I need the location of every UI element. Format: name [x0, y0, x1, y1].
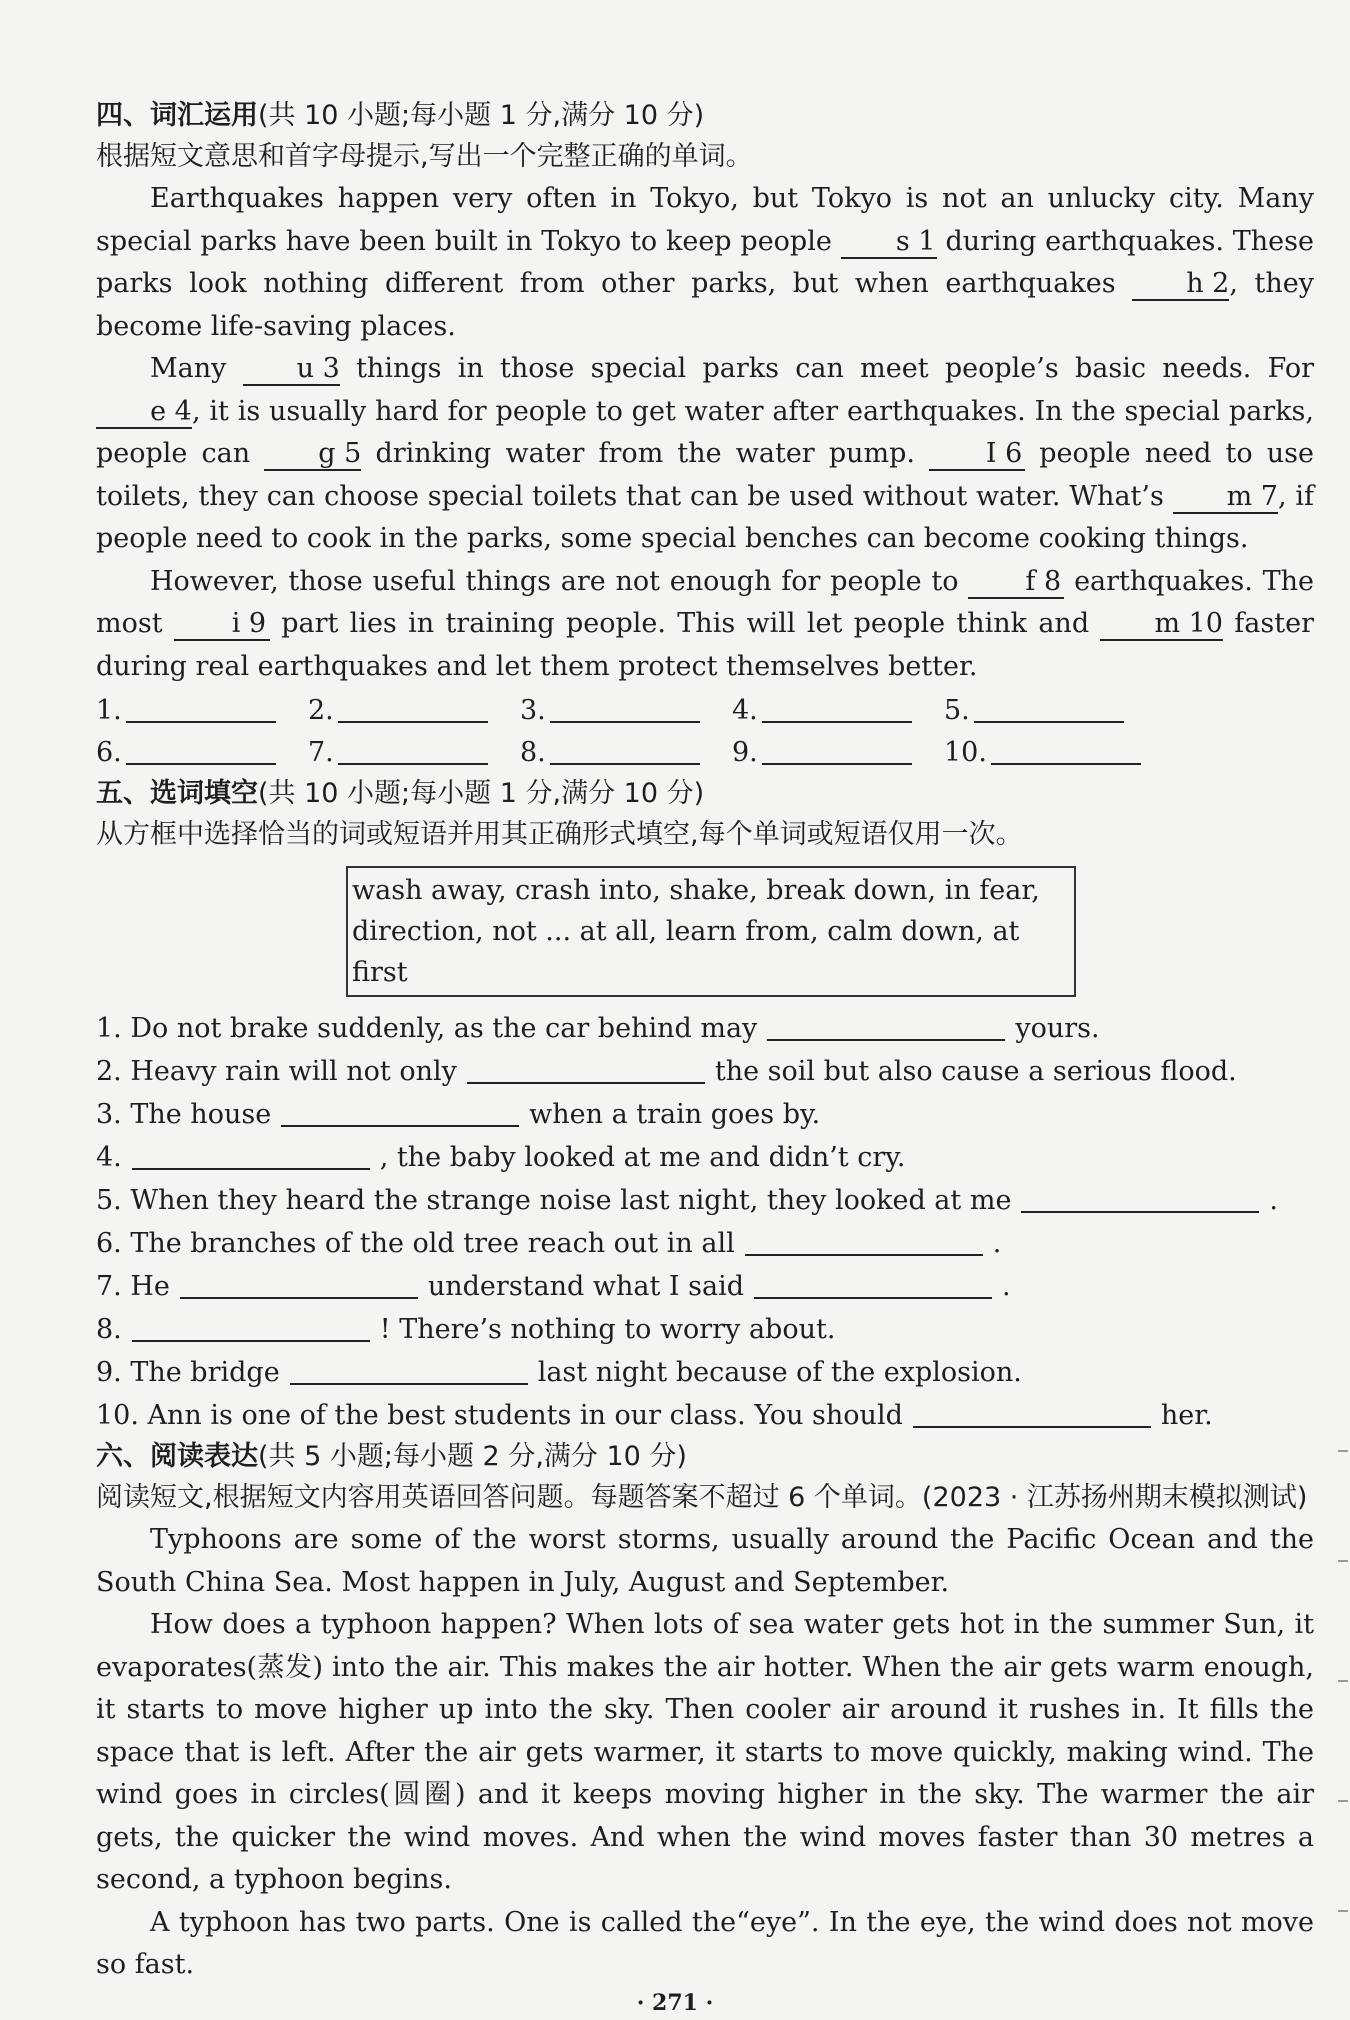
answer-line-2[interactable]: 2.: [308, 690, 520, 732]
answer-line-1[interactable]: 1.: [96, 690, 308, 732]
answer-line-10[interactable]: 10.: [944, 732, 1156, 774]
reading-paragraph-3: A typhoon has two parts. One is called the“eye”. In the eye, the wind does not move so fast.: [96, 1906, 1314, 1980]
section-6-title: 六、阅读表达(共 5 小题;每小题 2 分,满分 10 分): [96, 1441, 687, 1472]
page-number: · 271 ·: [636, 1990, 714, 2016]
question-9: 9. The bridge last night because of the explosion.: [96, 1357, 1022, 1388]
section-6-passage: [96, 1519, 1314, 1987]
reading-paragraph-1: Typhoons are some of the worst storms, usually around the Pacific Ocean and the South China Sea. Most happen in July, August and September.: [96, 1524, 1314, 1598]
answer-line-6[interactable]: 6.: [96, 732, 308, 774]
section-5-title: 五、选词填空(共 10 小题;每小题 1 分,满分 10 分): [96, 778, 705, 809]
question-3: 3. The house when a train goes by.: [96, 1099, 821, 1130]
fill-line-2[interactable]: [467, 1054, 705, 1084]
edge-mark: [1338, 1680, 1348, 1682]
question-7: 7. He understand what I said .: [96, 1271, 1011, 1302]
blank-1[interactable]: s 1: [841, 227, 937, 259]
fill-line-7a[interactable]: [180, 1269, 418, 1299]
blank-2[interactable]: h 2: [1132, 269, 1229, 301]
edge-mark: [1338, 1910, 1348, 1912]
question-4: 4. , the baby looked at me and didn’t cry.: [96, 1142, 906, 1173]
blank-4[interactable]: e 4: [96, 397, 192, 429]
blank-6[interactable]: I 6: [929, 439, 1025, 471]
fill-line-9[interactable]: [290, 1355, 528, 1385]
question-6: 6. The branches of the old tree reach out in all .: [96, 1228, 1002, 1259]
answer-line-8[interactable]: 8.: [520, 732, 732, 774]
passage-paragraph-3: However, those useful things are not enough for people to f 8 earthquakes. The most i 9 part lies in training people. This will let people think and m 10 faster during real earthquakes and let them protect themselves better.: [96, 565, 1314, 682]
passage-paragraph-2: Many u 3 things in those special parks can meet people’s basic needs. For e 4, it is usually hard for people to get water after earthquakes. In the special parks, people can g 5 drinking water from the water pump. I 6 people need to use toilets, they can choose special toilets that can be used without water. What’s m 7, if people need to cook in the parks, some special benches can become cooking things.: [96, 353, 1314, 554]
section-4-title: 四、词汇运用(共 10 小题;每小题 1 分,满分 10 分): [96, 100, 705, 131]
word-box-line-2: direction, not ... at all, learn from, calm down, at first: [352, 916, 1020, 988]
answer-line-3[interactable]: 3.: [520, 690, 732, 732]
blank-9[interactable]: i 9: [174, 609, 270, 641]
answer-line-9[interactable]: 9.: [732, 732, 944, 774]
question-2: 2. Heavy rain will not only the soil but also cause a serious flood.: [96, 1056, 1237, 1087]
reading-paragraph-2: How does a typhoon happen? When lots of sea water gets hot in the summer Sun, it evaporates(蒸发) into the air. This makes the air hotter. When the air gets warm enough, it starts to move higher up into the sky. Then cooler air around it rushes in. It fills the space that is left. After the air gets warmer, it starts to move quickly, making wind. The wind goes in circles(圆圈) and it keeps moving higher in the sky. The warmer the air gets, the quicker the wind moves. And when the wind moves faster than 30 metres a second, a typhoon begins.: [96, 1609, 1314, 1895]
question-10: 10. Ann is one of the best students in our class. You should her.: [96, 1400, 1213, 1431]
fill-line-1[interactable]: [767, 1011, 1005, 1041]
fill-line-10[interactable]: [913, 1398, 1151, 1428]
word-box: [346, 866, 1076, 997]
edge-mark: [1338, 1800, 1348, 1802]
section-4-instruction: 根据短文意思和首字母提示,写出一个完整正确的单词。: [96, 141, 753, 172]
blank-10[interactable]: m 10: [1100, 609, 1223, 641]
edge-mark: [1338, 1450, 1348, 1452]
fill-line-3[interactable]: [281, 1097, 519, 1127]
fill-line-4[interactable]: [132, 1140, 370, 1170]
blank-3[interactable]: u 3: [243, 354, 340, 386]
question-1: 1. Do not brake suddenly, as the car behind may yours.: [96, 1013, 1100, 1044]
question-8: 8. ! There’s nothing to worry about.: [96, 1314, 836, 1345]
section-5-instruction: 从方框中选择恰当的词或短语并用其正确形式填空,每个单词或短语仅用一次。: [96, 819, 1023, 850]
fill-line-6[interactable]: [745, 1226, 983, 1256]
passage-paragraph-1: Earthquakes happen very often in Tokyo, but Tokyo is not an unlucky city. Many special parks have been built in Tokyo to keep people s 1 during earthquakes. These parks look nothing different from other parks, but when earthquakes h 2, they become life-saving places.: [96, 183, 1314, 342]
blank-5[interactable]: g 5: [264, 439, 361, 471]
edge-mark: [1338, 1560, 1348, 1562]
question-5: 5. When they heard the strange noise last night, they looked at me .: [96, 1185, 1279, 1216]
answer-line-4[interactable]: 4.: [732, 690, 944, 732]
section-6-instruction: 阅读短文,根据短文内容用英语回答问题。每题答案不超过 6 个单词。(2023 · 江苏扬州期末模拟测试): [96, 1482, 1308, 1513]
fill-line-8[interactable]: [132, 1312, 370, 1342]
section-4-passage: [96, 178, 1314, 688]
answer-line-5[interactable]: 5.: [944, 690, 1156, 732]
worksheet-page: [96, 96, 1314, 1987]
blank-7[interactable]: m 7: [1173, 482, 1278, 514]
answer-line-7[interactable]: 7.: [308, 732, 520, 774]
blank-8[interactable]: f 8: [968, 567, 1064, 599]
fill-line-7b[interactable]: [754, 1269, 992, 1299]
answer-lines: [96, 690, 1314, 774]
fill-line-5[interactable]: [1021, 1183, 1259, 1213]
word-box-line-1: wash away, crash into, shake, break down, in fear,: [352, 875, 1040, 906]
